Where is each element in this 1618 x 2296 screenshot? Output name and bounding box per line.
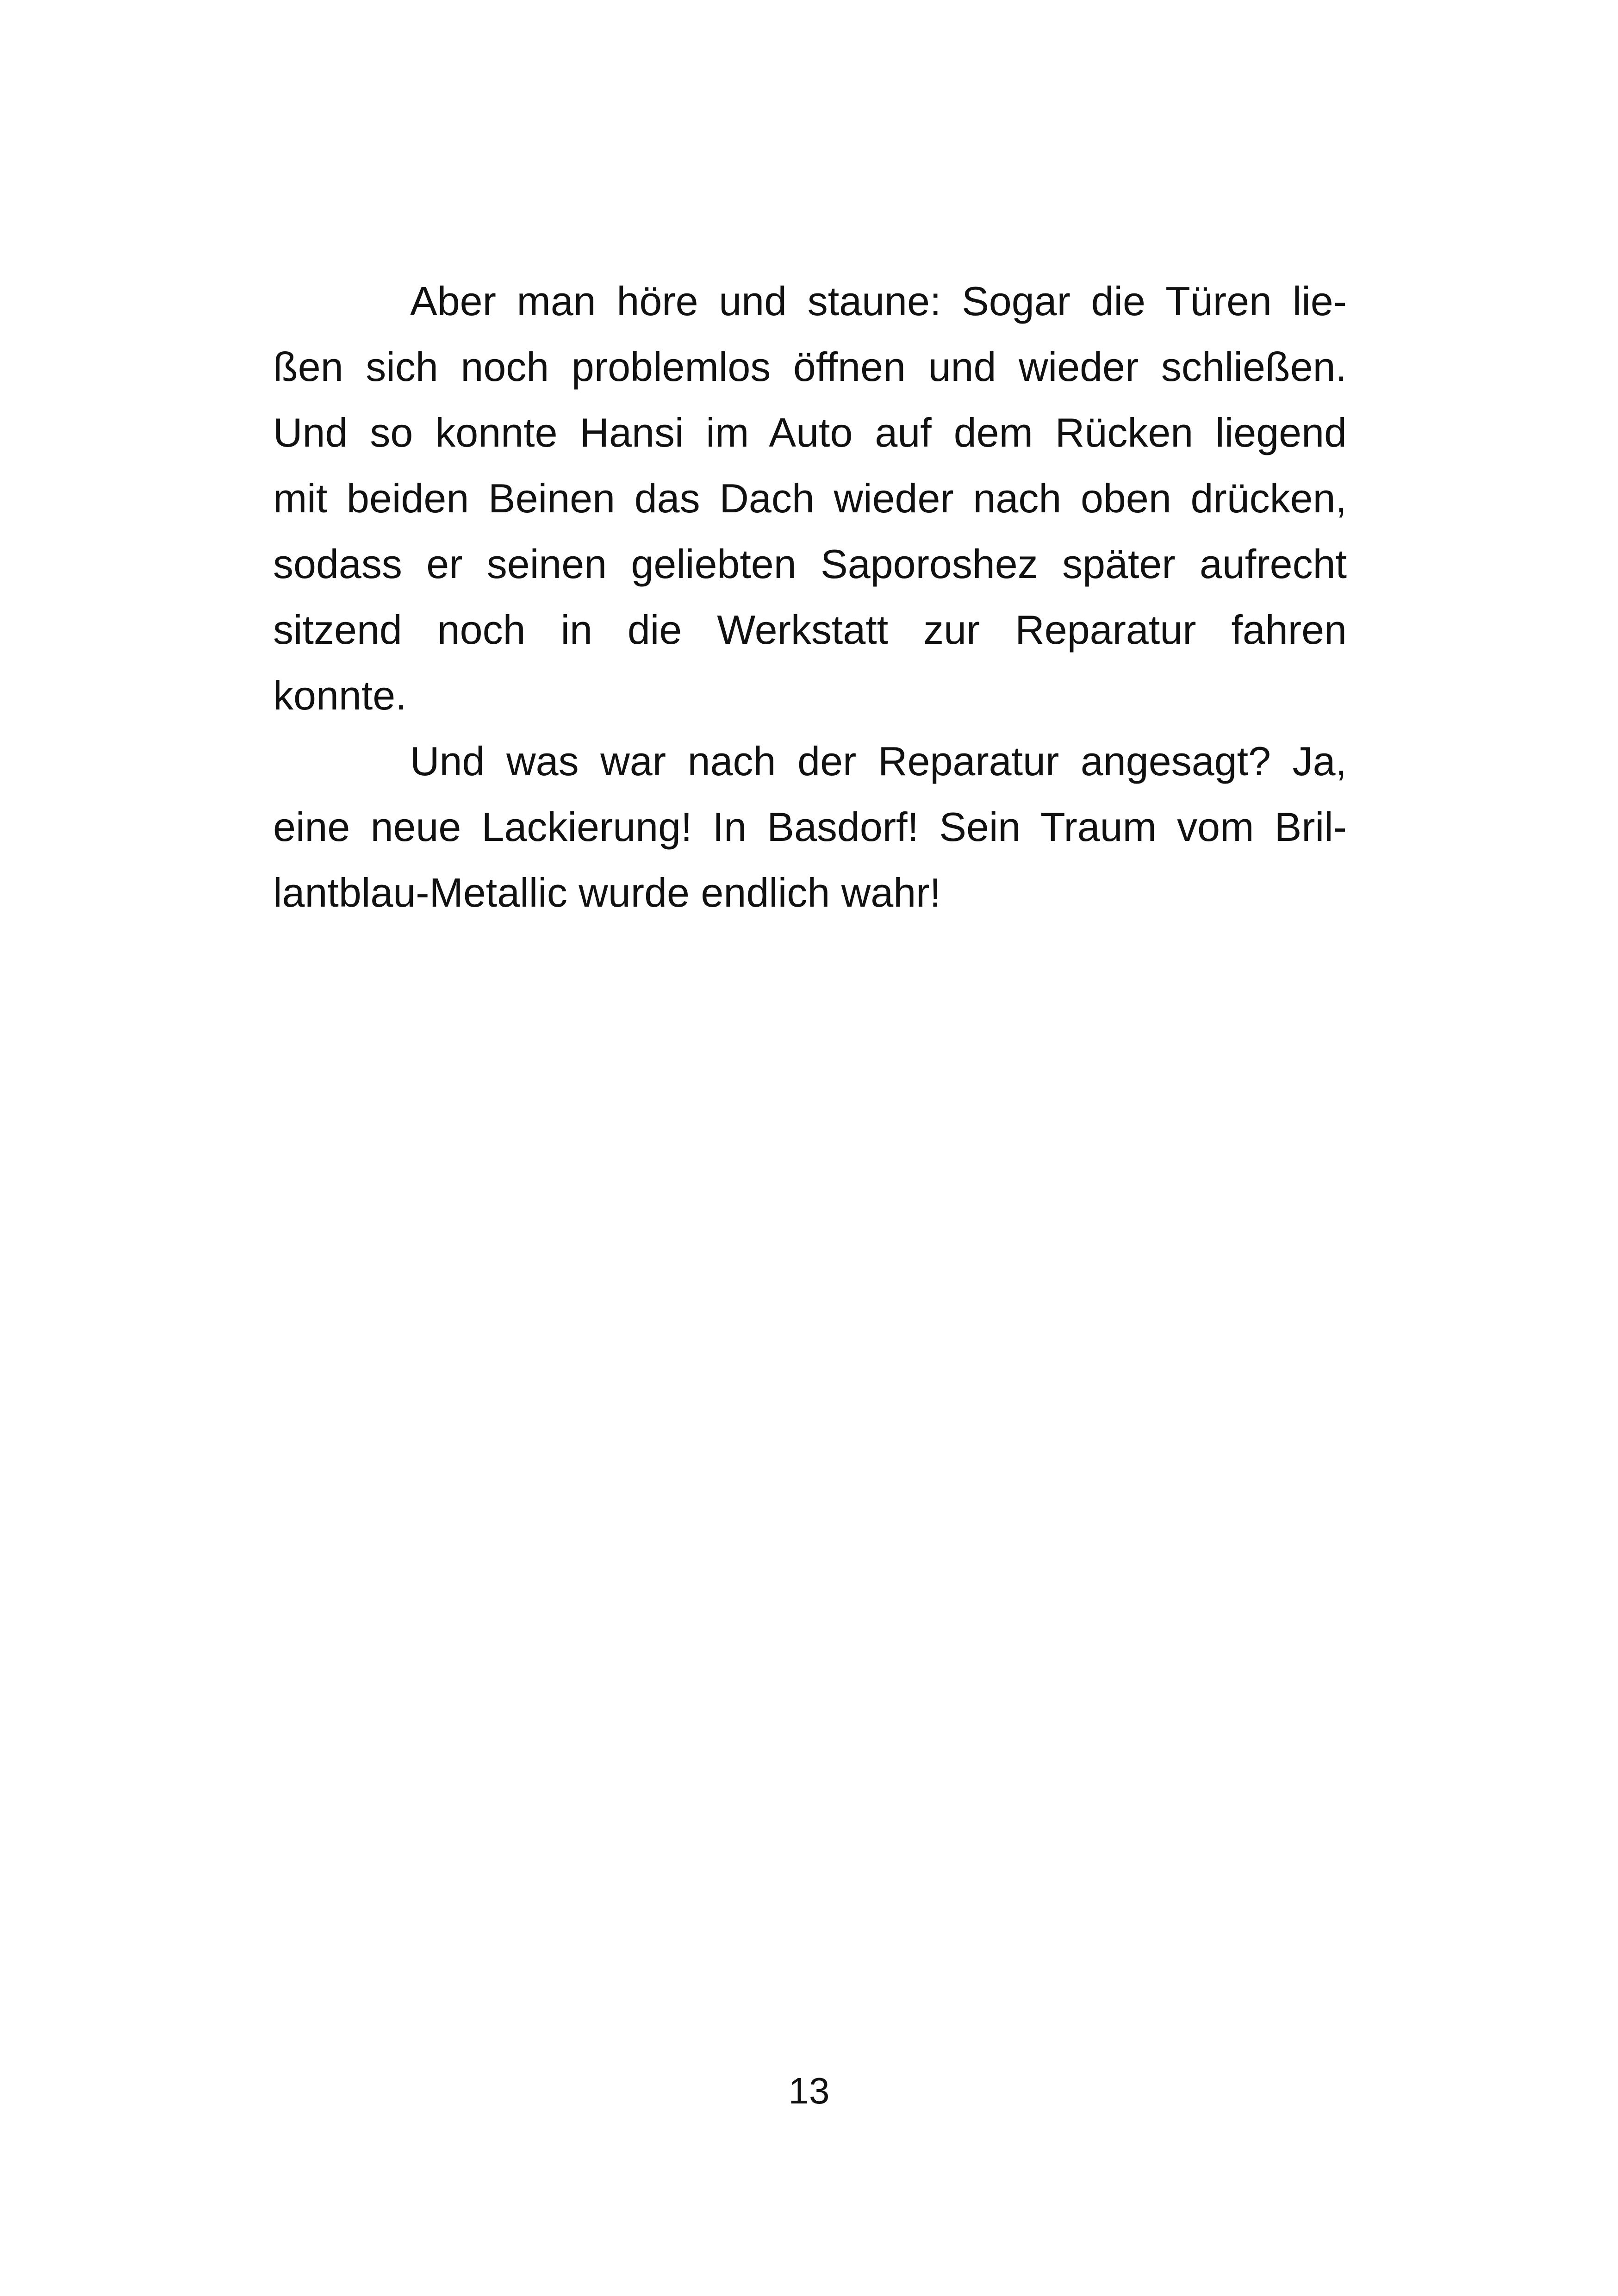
paragraph-1 [273, 268, 1347, 728]
paragraph-line: ßen sich noch problemlos öffnen und wieder schließen. [273, 344, 1347, 390]
paragraph-line: Aber man höre und staune: Sogar die Türen lie- [410, 278, 1347, 324]
paragraph-line: sitzend noch in die Werkstatt zur Reparatur fahren [273, 607, 1347, 653]
paragraph-line: lantblau-Metallic wurde endlich wahr! [273, 870, 941, 915]
paragraph-2 [273, 728, 1347, 926]
paragraph-line: konnte. [273, 672, 407, 718]
paragraph-line: Und was war nach der Reparatur angesagt? Ja, [410, 738, 1347, 784]
page-number: 13 [788, 2070, 830, 2111]
paragraph-line: eine neue Lackierung! In Basdorf! Sein Traum vom Bril- [273, 804, 1347, 850]
body-text [273, 268, 1347, 926]
paragraph-line: Und so konnte Hansi im Auto auf dem Rücken liegend [273, 410, 1347, 455]
paragraph-line: sodass er seinen geliebten Saporoshez später aufrecht [273, 541, 1347, 587]
paragraph-line: mit beiden Beinen das Dach wieder nach oben drücken, [273, 475, 1347, 521]
